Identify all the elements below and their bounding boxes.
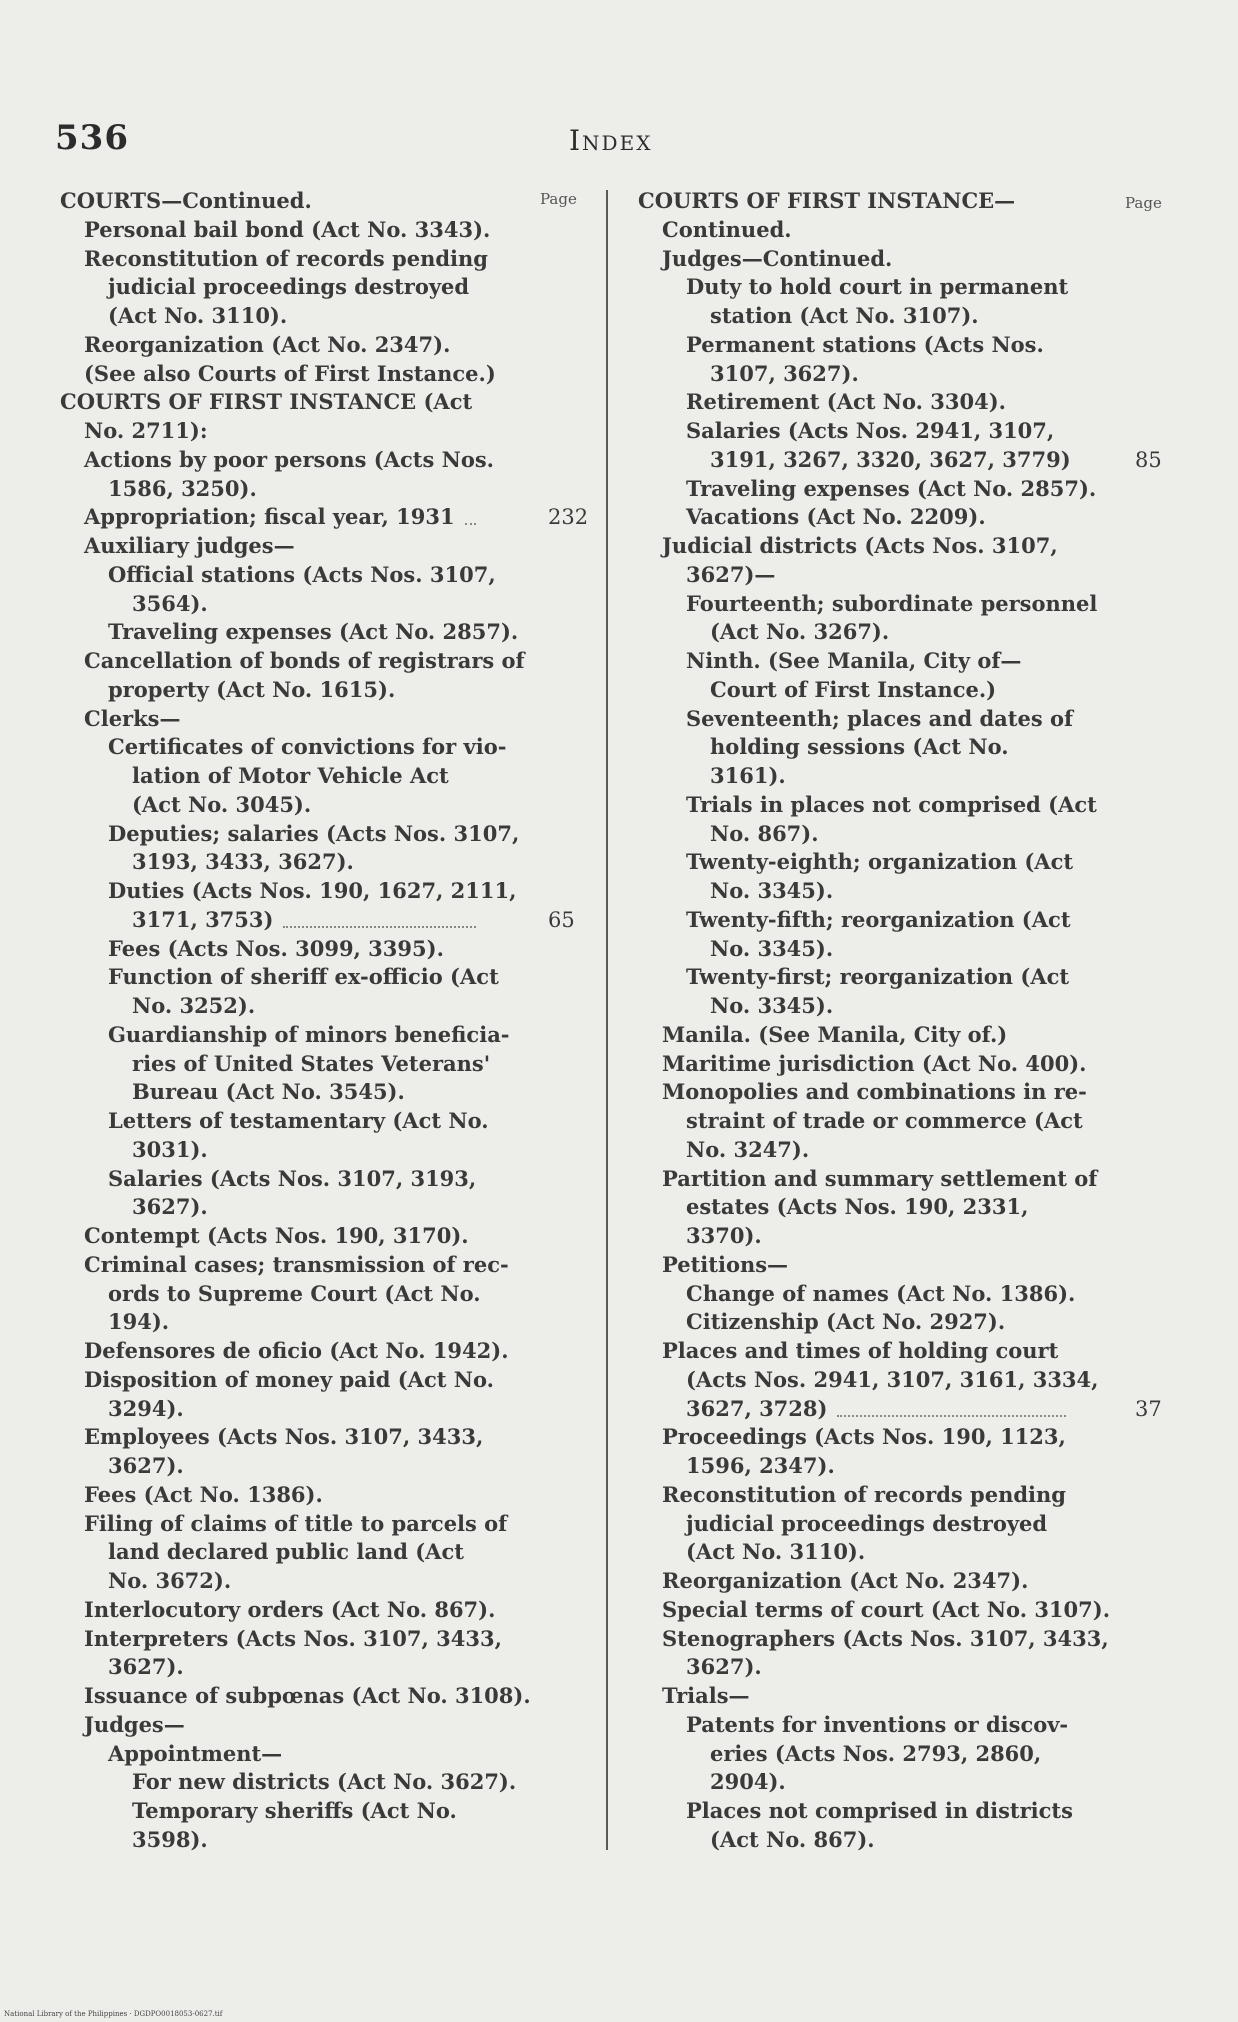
index-entry xyxy=(60,245,506,274)
index-entry xyxy=(60,1625,506,1654)
index-entry xyxy=(60,1596,506,1625)
index-entry xyxy=(638,417,1090,446)
index-entry-text: Employees (Acts Nos. 3107, 3433, xyxy=(84,1424,484,1450)
index-entry xyxy=(60,963,506,992)
index-entry xyxy=(638,992,1090,1021)
index-entry xyxy=(60,475,506,504)
index-entry-text: Retirement (Act No. 3304). xyxy=(686,389,1006,415)
index-entry xyxy=(60,1452,506,1481)
index-entry xyxy=(60,388,506,417)
index-entry-text: 3627). xyxy=(108,1654,184,1680)
index-entry xyxy=(638,1337,1090,1366)
index-entry xyxy=(638,963,1090,992)
index-entry-text: No. 2711): xyxy=(84,418,208,443)
index-entry xyxy=(60,618,519,647)
index-entry-text: COURTS OF FIRST INSTANCE (Act xyxy=(60,389,473,415)
index-entry xyxy=(638,618,1090,647)
index-entry xyxy=(60,705,506,734)
index-entry-text: Deputies; salaries (Acts Nos. 3107, xyxy=(108,820,520,846)
index-entry xyxy=(60,848,506,877)
index-entry-text: Seventeenth; places and dates of xyxy=(686,705,1074,731)
index-entry xyxy=(60,1251,509,1280)
index-entry xyxy=(60,676,506,705)
index-entry-text: 3627). xyxy=(686,1654,762,1680)
index-entry xyxy=(60,1222,506,1251)
index-entry xyxy=(638,762,1090,791)
index-entry-text: 1586, 3250). xyxy=(108,475,257,501)
index-entry-text: (Acts Nos. 2941, 3107, 3161, 3334, xyxy=(686,1366,1099,1392)
index-entry xyxy=(638,1165,1098,1194)
index-entry-text: Filing of claims of title to parcels of xyxy=(84,1510,508,1536)
right-page-header: Page xyxy=(1125,194,1162,212)
index-entry-text: Proceedings (Acts Nos. 190, 1123, xyxy=(662,1424,1066,1450)
index-entry-text: 3193, 3433, 3627). xyxy=(132,849,354,875)
index-entry xyxy=(638,1711,1090,1740)
index-entry xyxy=(60,216,506,245)
index-entry-text: Partition and summary settlement of xyxy=(662,1165,1098,1191)
index-entry xyxy=(638,245,1090,274)
index-entry xyxy=(638,791,1097,820)
index-entry-text: land declared public land (Act xyxy=(108,1539,464,1565)
index-entry-text: 3171, 3753) xyxy=(132,906,274,932)
index-entry xyxy=(60,1021,510,1050)
index-entry xyxy=(638,1596,1111,1625)
index-entry xyxy=(60,503,589,532)
index-entry-text: 2904). xyxy=(710,1769,786,1795)
index-entry-text: Maritime jurisdiction (Act No. 400). xyxy=(662,1050,1087,1076)
index-entry-text: 3627)— xyxy=(686,561,776,587)
index-entry xyxy=(60,1078,506,1107)
index-entry-text: 3627). xyxy=(132,1194,208,1220)
index-entry xyxy=(638,705,1090,734)
index-entry xyxy=(638,1423,1090,1452)
index-entry xyxy=(638,1653,1090,1682)
index-entry xyxy=(638,1136,1090,1165)
index-entry-text: Issuance of subpœnas (Act No. 3108). xyxy=(84,1683,531,1708)
index-entry xyxy=(638,590,1098,619)
index-entry xyxy=(60,1797,506,1826)
index-entry-text: Temporary sheriffs (Act No. xyxy=(132,1798,457,1823)
index-entry-text: Twenty-first; reorganization (Act xyxy=(686,964,1070,990)
index-entry xyxy=(638,475,1097,504)
index-entry-text: Special terms of court (Act No. 3107). xyxy=(662,1596,1111,1622)
index-entry xyxy=(60,1366,506,1395)
index-entry-text: No. 3345). xyxy=(710,878,834,903)
index-entry xyxy=(638,1826,1090,1855)
index-entry-text: Letters of testamentary (Act No. xyxy=(108,1108,489,1133)
index-entry-text: (Act No. 867). xyxy=(710,1826,875,1852)
left-page-header: Page xyxy=(540,190,577,208)
index-entry xyxy=(60,1165,506,1194)
index-entry-text: Trials in places not comprised (Act xyxy=(686,791,1097,817)
index-entry xyxy=(60,446,506,475)
index-entry xyxy=(638,935,1090,964)
index-entry-text: Change of names (Act No. 1386). xyxy=(686,1280,1076,1306)
index-entry-text: Duties (Acts Nos. 190, 1627, 2111, xyxy=(108,878,517,903)
index-entry-text: No. 3252). xyxy=(132,993,256,1018)
index-entry xyxy=(638,1395,1162,1424)
index-entry xyxy=(638,820,1090,849)
index-entry-text: estates (Acts Nos. 190, 2331, xyxy=(686,1194,1029,1220)
index-entry-text: Criminal cases; transmission of rec- xyxy=(84,1251,509,1277)
index-entry xyxy=(60,647,525,676)
index-entry-text: Twenty-fifth; reorganization (Act xyxy=(686,906,1071,932)
index-entry xyxy=(638,1280,1090,1309)
index-entry xyxy=(638,1682,1090,1711)
index-entry-text: Judicial districts (Acts Nos. 3107, xyxy=(662,533,1058,558)
index-entry xyxy=(60,791,506,820)
index-entry-text: 194). xyxy=(108,1309,170,1335)
index-entry xyxy=(60,1308,506,1337)
index-entry-text: (Act No. 3045). xyxy=(132,791,312,817)
index-entry xyxy=(60,360,506,389)
index-entry-text: 3627). xyxy=(108,1453,184,1478)
index-entry xyxy=(638,561,1090,590)
index-entry xyxy=(60,331,506,360)
index-entry xyxy=(638,1452,1090,1481)
index-entry-text: Function of sheriff ex-officio (Act xyxy=(108,964,499,990)
index-entry xyxy=(638,360,1090,389)
dot-leader xyxy=(837,1415,1066,1417)
index-entry-text: Salaries (Acts Nos. 2941, 3107, xyxy=(686,418,1055,443)
index-entry-text: Official stations (Acts Nos. 3107, xyxy=(108,561,496,587)
index-entry-text: eries (Acts Nos. 2793, 2860, xyxy=(710,1740,1042,1766)
index-entry-text: Monopolies and combinations in re- xyxy=(662,1079,1087,1105)
index-entry xyxy=(638,532,1090,561)
index-entry xyxy=(60,1136,506,1165)
index-entry-text: Reorganization (Act No. 2347). xyxy=(662,1568,1029,1593)
index-entry-text: Stenographers (Acts Nos. 3107, 3433, xyxy=(662,1625,1109,1651)
running-head: Index xyxy=(569,124,653,157)
index-entry-text: Places not comprised in districts xyxy=(686,1798,1073,1823)
index-entry-text: Cancellation of bonds of registrars of xyxy=(84,648,525,673)
index-entry xyxy=(60,1538,506,1567)
index-entry xyxy=(638,1050,1090,1079)
index-entry-text: Petitions— xyxy=(662,1251,789,1277)
index-entry xyxy=(60,1768,517,1797)
index-entry xyxy=(638,1021,1090,1050)
index-entry xyxy=(638,187,1090,216)
index-entry-text: lation of Motor Vehicle Act xyxy=(132,763,449,788)
index-entry-text: Contempt (Acts Nos. 190, 3170). xyxy=(84,1223,469,1248)
index-entry-text: No. 3345). xyxy=(710,935,834,961)
index-entry xyxy=(638,1510,1090,1539)
index-entry xyxy=(60,992,506,1021)
index-entry xyxy=(60,1682,531,1711)
index-entry-text: COURTS OF FIRST INSTANCE— xyxy=(638,188,1016,213)
index-entry xyxy=(60,762,506,791)
index-entry xyxy=(60,1050,506,1079)
index-entry xyxy=(60,302,506,331)
index-entry xyxy=(60,877,517,906)
page-ref: 232 xyxy=(548,505,589,530)
index-entry xyxy=(638,1251,1090,1280)
footer-credit: National Library of the Philippines · DGDPO0018053-0627.tif xyxy=(4,2010,223,2018)
index-entry xyxy=(60,820,520,849)
index-entry-text: Appointment— xyxy=(108,1740,283,1766)
index-entry-text: No. 3345). xyxy=(710,993,834,1018)
index-entry-text: Vacations (Act No. 2209). xyxy=(686,504,986,530)
index-entry-text: 3564). xyxy=(132,590,208,616)
index-entry xyxy=(60,935,506,964)
page-ref: 37 xyxy=(1135,1396,1162,1421)
index-entry xyxy=(638,877,1090,906)
index-entry-text: Bureau (Act No. 3545). xyxy=(132,1079,405,1105)
index-entry-text: Trials— xyxy=(662,1683,750,1708)
index-entry-text: Permanent stations (Acts Nos. xyxy=(686,331,1044,357)
index-entry xyxy=(60,1653,506,1682)
index-entry xyxy=(60,561,506,590)
index-entry-text: 3191, 3267, 3320, 3627, 3779) xyxy=(710,446,1071,472)
index-entry xyxy=(638,1366,1099,1395)
index-entry xyxy=(638,503,1090,532)
index-entry xyxy=(638,302,1090,331)
page-ref: 85 xyxy=(1135,447,1162,472)
index-entry-text: Places and times of holding court xyxy=(662,1338,1059,1363)
index-entry xyxy=(638,446,1162,475)
index-entry xyxy=(638,1625,1109,1654)
index-entry-text: Traveling expenses (Act No. 2857). xyxy=(686,475,1097,501)
index-entry xyxy=(60,1567,506,1596)
index-entry-text: (See also Courts of First Instance.) xyxy=(84,360,496,386)
index-entry-text: Auxiliary judges— xyxy=(84,533,295,558)
index-entry-text: station (Act No. 3107). xyxy=(710,303,979,328)
dot-leader xyxy=(283,926,476,928)
column-divider xyxy=(606,190,608,1850)
index-entry xyxy=(638,1222,1090,1251)
index-entry xyxy=(60,1193,506,1222)
index-entry-text: ords to Supreme Court (Act No. xyxy=(108,1280,481,1306)
index-entry-text: Twenty-eighth; organization (Act xyxy=(686,849,1074,875)
index-entry xyxy=(60,1107,506,1136)
index-entry-text: judicial proceedings destroyed xyxy=(686,1510,1048,1536)
index-entry xyxy=(638,1308,1090,1337)
index-entry xyxy=(638,1107,1090,1136)
index-entry-text: (Act No. 3110). xyxy=(108,303,288,328)
index-entry-text: Fees (Act No. 1386). xyxy=(84,1481,323,1507)
index-entry-text: 3598). xyxy=(132,1826,208,1852)
index-entry-text: 3627, 3728) xyxy=(686,1395,828,1421)
index-entry-text: 3370). xyxy=(686,1223,762,1248)
index-entry-text: Fourteenth; subordinate personnel xyxy=(686,590,1098,616)
index-entry-text: judicial proceedings destroyed xyxy=(108,274,470,300)
index-entry-text: Citizenship (Act No. 2927). xyxy=(686,1309,1006,1335)
index-entry-text: Appropriation; fiscal year, 1931 xyxy=(84,504,455,530)
index-entry xyxy=(638,216,1090,245)
index-entry-text: Interlocutory orders (Act No. 867). xyxy=(84,1596,496,1622)
index-entry-text: 1596, 2347). xyxy=(686,1453,835,1478)
index-entry-text: Manila. (See Manila, City of.) xyxy=(662,1021,1008,1047)
index-entry xyxy=(638,388,1090,417)
index-entry-text: Defensores de oficio (Act No. 1942). xyxy=(84,1338,509,1363)
index-entry xyxy=(60,187,506,216)
index-entry xyxy=(60,1280,506,1309)
index-entry-text: Patents for inventions or discov- xyxy=(686,1711,1069,1737)
index-entry xyxy=(60,1423,506,1452)
index-entry-text: Court of First Instance.) xyxy=(710,676,997,702)
dot-leader xyxy=(465,523,476,525)
index-entry-text: 3294). xyxy=(108,1395,184,1421)
index-entry-text: ries of United States Veterans' xyxy=(132,1050,491,1076)
index-entry xyxy=(60,417,506,446)
index-entry-text: 3161). xyxy=(710,763,786,788)
index-entry xyxy=(638,1193,1090,1222)
index-entry-text: Fees (Acts Nos. 3099, 3395). xyxy=(108,935,444,961)
index-entry-text: Actions by poor persons (Acts Nos. xyxy=(84,446,494,472)
index-entry xyxy=(60,1711,506,1740)
index-entry xyxy=(60,1395,506,1424)
index-entry xyxy=(60,1740,506,1769)
page-number: 536 xyxy=(55,118,129,158)
page-ref: 65 xyxy=(548,907,575,932)
index-entry xyxy=(638,1567,1090,1596)
index-entry xyxy=(638,1740,1090,1769)
index-entry-text: Judges— xyxy=(84,1711,185,1737)
index-entry-text: Interpreters (Acts Nos. 3107, 3433, xyxy=(84,1625,502,1651)
index-entry xyxy=(638,647,1090,676)
index-entry xyxy=(60,532,506,561)
index-entry-text: Guardianship of minors beneficia- xyxy=(108,1021,510,1047)
index-entry-text: (Act No. 3110). xyxy=(686,1539,866,1565)
index-entry xyxy=(60,906,575,935)
index-entry xyxy=(638,1078,1090,1107)
index-entry-text: Disposition of money paid (Act No. xyxy=(84,1366,494,1392)
index-entry-text: No. 867). xyxy=(710,820,819,846)
index-entry-text: 3031). xyxy=(132,1136,208,1162)
index-entry xyxy=(60,273,506,302)
index-entry-text: No. 3247). xyxy=(686,1136,810,1162)
index-entry xyxy=(638,1768,1090,1797)
index-entry xyxy=(60,1337,509,1366)
index-entry xyxy=(638,273,1090,302)
index-entry-text: Clerks— xyxy=(84,705,181,731)
index-entry-text: 3107, 3627). xyxy=(710,360,859,386)
index-entry xyxy=(638,848,1090,877)
index-entry xyxy=(60,1826,506,1855)
index-entry-text: Traveling expenses (Act No. 2857). xyxy=(108,619,519,645)
index-entry-text: (Act No. 3267). xyxy=(710,619,890,645)
index-entry xyxy=(638,1797,1090,1826)
index-entry xyxy=(638,733,1090,762)
index-entry-text: Reconstitution of records pending xyxy=(84,245,488,271)
index-entry-text: Certificates of convictions for vio- xyxy=(108,734,507,760)
index-entry-text: Duty to hold court in permanent xyxy=(686,274,1069,300)
index-entry-text: property (Act No. 1615). xyxy=(108,676,396,702)
index-entry-text: No. 3672). xyxy=(108,1568,232,1593)
index-entry-text: Ninth. (See Manila, City of— xyxy=(686,648,1022,673)
index-entry-text: holding sessions (Act No. xyxy=(710,734,1009,760)
index-entry-text: Judges—Continued. xyxy=(662,245,893,271)
index-entry xyxy=(638,676,1090,705)
index-entry-text: straint of trade or commerce (Act xyxy=(686,1108,1083,1133)
index-entry xyxy=(60,590,506,619)
index-entry xyxy=(60,1481,506,1510)
index-entry-text: COURTS—Continued. xyxy=(60,188,312,213)
index-entry xyxy=(638,1481,1090,1510)
index-entry-text: Personal bail bond (Act No. 3343). xyxy=(84,216,491,242)
index-entry-text: Continued. xyxy=(662,216,792,242)
index-entry xyxy=(638,331,1090,360)
index-entry-text: For new districts (Act No. 3627). xyxy=(132,1769,517,1795)
index-entry-text: Reconstitution of records pending xyxy=(662,1481,1066,1507)
index-entry-text: Reorganization (Act No. 2347). xyxy=(84,331,451,357)
index-entry xyxy=(60,1510,506,1539)
index-entry xyxy=(638,906,1090,935)
index-entry xyxy=(638,1538,1090,1567)
index-entry xyxy=(60,733,506,762)
index-entry-text: Salaries (Acts Nos. 3107, 3193, xyxy=(108,1165,477,1191)
